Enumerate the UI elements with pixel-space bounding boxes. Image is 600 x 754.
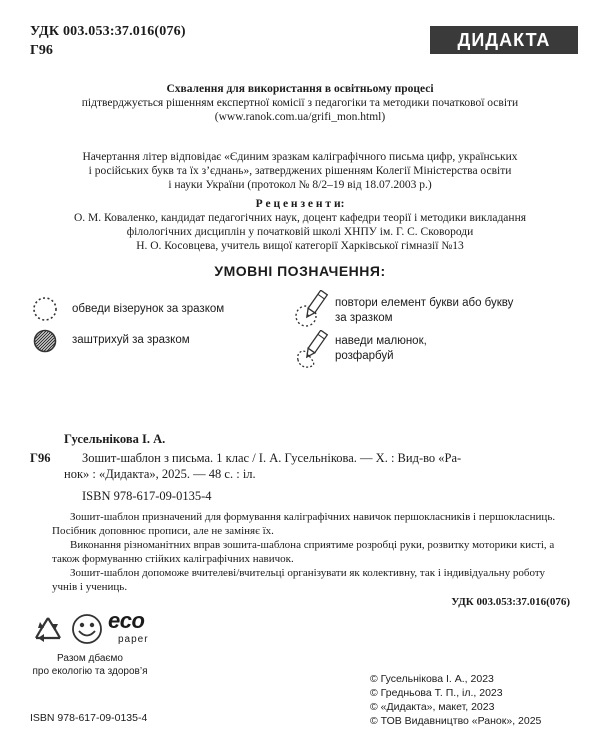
copyright-2: © Гредньова Т. П., іл., 2023 xyxy=(370,687,503,699)
legend-item-4 xyxy=(335,334,427,364)
annotation-p3: Зошит-шаблон допоможе вчителеві/вчительці організувати як колективну, так і індивідуальну роботу учнів і учениць. xyxy=(52,567,545,593)
biblio-code: Г96 xyxy=(30,451,51,465)
legend-item-3-line-1: повтори елемент букви або букву xyxy=(335,297,514,309)
smile-icon xyxy=(70,612,104,651)
legend-item-2: заштрихуй за зразком xyxy=(72,334,190,346)
reviewers-title: Р е ц е н з е н т и: xyxy=(255,198,345,210)
calligraphy-line-1: Начертання літер відповідає «Єдиним зразкам каліграфічного письма цифр, українських xyxy=(82,151,518,163)
legend-item-4-line-1: наведи малюнок, xyxy=(335,335,427,347)
hatched-circle-icon xyxy=(30,326,60,361)
biblio-isbn: ISBN 978-617-09-0135-4 xyxy=(82,489,212,503)
eco-slogan xyxy=(30,652,150,678)
calligraphy-line-3: і науки України (протокол № 8/2–19 від 18.07.2003 р.) xyxy=(168,179,432,191)
catalog-code: Г96 xyxy=(30,43,53,58)
legend-title: УМОВНІ ПОЗНАЧЕННЯ: xyxy=(214,263,386,279)
reviewer-2: Н. О. Косовцева, учитель вищої категорії Харківської гімназії №13 xyxy=(136,240,464,252)
eco-slogan-line-1: Разом дбаємо xyxy=(57,653,123,664)
eco-slogan-line-2: про екологію та здоров’я xyxy=(32,666,148,677)
calligraphy-note xyxy=(40,150,560,192)
recycle-icon xyxy=(30,614,66,653)
udk-line: УДК 003.053:37.016(076) xyxy=(30,24,186,39)
approval-text: підтверджується рішенням експертної комісії з педагогіки та методики початкової освіти xyxy=(81,97,519,109)
udk-bottom: УДК 003.053:37.016(076) xyxy=(451,596,570,608)
copyright-4: © ТОВ Видавництво «Ранок», 2025 xyxy=(370,715,542,727)
legend-item-3-line-2: за зразком xyxy=(335,312,393,324)
calligraphy-line-2: і російських букв та їх з’єднань», затверджених рішенням Колегії Міністерства освіти xyxy=(88,165,512,177)
eco-logo-sub: paper xyxy=(118,634,149,645)
biblio-line-1: Зошит-шаблон з письма. 1 клас / І. А. Гусельнікова. — Х. : Вид-во «Ра- xyxy=(82,451,462,465)
copyright-list xyxy=(370,672,541,728)
biblio-line-2: нок» : «Дидакта», 2025. — 48 с. : іл. xyxy=(64,467,256,481)
biblio-description xyxy=(64,450,570,482)
annotation-p1: Зошит-шаблон призначений для формування каліграфічних навичок першокласників і першокласниць. Посібник доповнює прописи, але не заміняє їх. xyxy=(52,511,556,537)
reviewers-block xyxy=(40,197,560,253)
eco-logo: eco xyxy=(108,608,145,633)
approval-block xyxy=(40,82,560,124)
legend-item-4-line-2: розфарбуй xyxy=(335,350,394,362)
pen-draw-icon xyxy=(292,330,330,375)
publisher-logo: ДИДАКТА xyxy=(430,26,578,54)
dotted-circle-icon xyxy=(30,294,60,329)
isbn-bottom: ISBN 978-617-09-0135-4 xyxy=(30,712,148,724)
pen-dotted-circle-icon xyxy=(292,290,330,335)
approval-title: Схвалення для використання в освітньому процесі xyxy=(166,83,434,95)
legend-item-1: обведи візерунок за зразком xyxy=(72,303,225,315)
copyright-3: © «Дидакта», макет, 2023 xyxy=(370,701,495,713)
approval-url[interactable]: (www.ranok.com.ua/grifi_mon.html) xyxy=(214,111,386,123)
annotation-p2: Виконання різноманітних вправ зошита-шаблона сприятиме розробці руки, розвитку моторики кисті, а також формуванню стійких каліграфічних навичок. xyxy=(52,539,555,565)
biblio-author: Гусельнікова І. А. xyxy=(64,432,166,446)
legend-item-3 xyxy=(335,296,513,326)
reviewer-1-cont: філологічних дисциплін у початковій школі ХНПУ ім. Г. С. Сковороди xyxy=(126,226,474,238)
copyright-1: © Гусельнікова І. А., 2023 xyxy=(370,673,494,685)
reviewer-1: О. М. Коваленко, кандидат педагогічних наук, доцент кафедри теорії і методики викладання xyxy=(73,212,527,224)
